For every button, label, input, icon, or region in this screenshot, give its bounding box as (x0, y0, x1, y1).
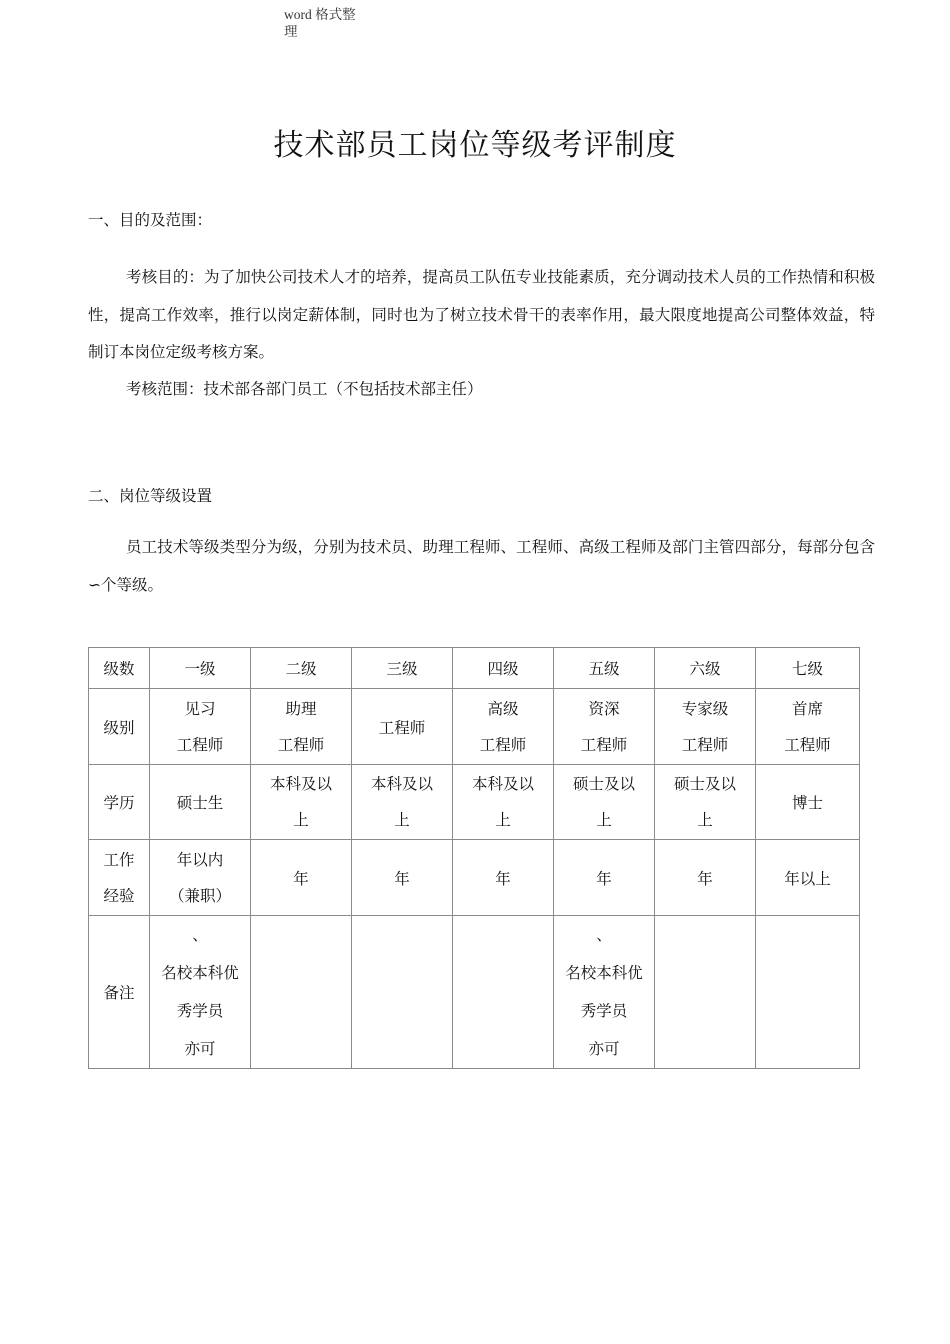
header-cell: 三级 (352, 648, 453, 689)
header-cell: 二级 (251, 648, 352, 689)
table-cell (554, 689, 655, 765)
cell-line: 硕士及以 (572, 775, 635, 793)
cell-line: 工程师 (277, 735, 325, 754)
row-label: 级别 (89, 689, 150, 765)
header-cell: 四级 (453, 648, 554, 689)
row-label (89, 840, 150, 916)
cell-line: 见习 (184, 699, 216, 718)
table-cell (251, 689, 352, 765)
cell-line: 本科及以 (471, 775, 534, 793)
cell-line: 、 (596, 926, 612, 944)
header-cell: 七级 (756, 648, 860, 689)
cell-line: 本科及以 (269, 775, 332, 793)
table-cell: 博士 (756, 765, 860, 840)
section1-heading: 一、目的及范围： (88, 211, 213, 229)
table-cell (655, 689, 756, 765)
cell-line: 上 (394, 811, 410, 829)
cell-line: 工程师 (176, 735, 224, 754)
header-cell: 一级 (150, 648, 251, 689)
purpose-paragraph: 考核目的：为了加快公司技术人才的培养，提高员工队伍专业技能素质，充分调动技术人员的工作热情和积极性，提高工作效率，推行以岗定薪体制，同时也为了树立技术骨干的表率作用，最大限度地提高公司整体效益，特制订本岗位定级考核方案。 (88, 268, 875, 361)
header-cell: 六级 (655, 648, 756, 689)
scope-paragraph: 考核范围：技术部各部门员工（不包括技术部主任） (126, 380, 483, 398)
cell-line: 工程师 (784, 735, 831, 754)
table-cell: 年以上 (756, 840, 860, 916)
row-label: 学历 (89, 765, 150, 840)
table-cell (150, 916, 251, 1069)
table-row-level (89, 689, 860, 765)
cell-line: 工作 (103, 850, 135, 869)
cell-line: 本科及以 (370, 775, 433, 793)
cell-line: 名校本科优 (161, 964, 239, 982)
header-line-2: 理 (284, 24, 298, 39)
table-cell-empty (352, 916, 453, 1069)
page-header (284, 6, 374, 40)
cell-line: 上 (495, 811, 511, 829)
table-row-experience (89, 840, 860, 916)
table-cell-empty (655, 916, 756, 1069)
table-cell (150, 689, 251, 765)
cell-line: 亦可 (588, 1040, 620, 1058)
header-cell: 五级 (554, 648, 655, 689)
cell-line: 硕士及以 (673, 775, 736, 793)
header-line-1: word 格式整 (284, 7, 356, 22)
table-cell: 工程师 (352, 689, 453, 765)
table-cell (554, 765, 655, 840)
document-title: 技术部员工岗位等级考评制度 (273, 128, 677, 163)
table-cell (756, 689, 860, 765)
cell-line: 名校本科优 (565, 964, 643, 982)
table-cell (453, 689, 554, 765)
cell-line: 首席 (791, 699, 823, 718)
table-cell (554, 916, 655, 1069)
cell-line: 秀学员 (176, 1002, 224, 1020)
cell-line: 亦可 (184, 1040, 216, 1058)
table-cell: 年 (554, 840, 655, 916)
cell-line: 上 (697, 811, 713, 829)
row-label: 备注 (89, 916, 150, 1069)
table-cell-empty (251, 916, 352, 1069)
cell-line: 资深 (588, 699, 620, 718)
table-cell (251, 765, 352, 840)
table-cell-empty (756, 916, 860, 1069)
cell-line: 助理 (285, 699, 317, 718)
cell-line: 工程师 (580, 735, 628, 754)
cell-line: 上 (293, 811, 309, 829)
table-cell (352, 765, 453, 840)
grade-intro-paragraph: 员工技术等级类型分为级，分别为技术员、助理工程师、工程师、高级工程师及部门主管四部分，每部分包含∽个等级。 (88, 538, 875, 594)
cell-line: 上 (596, 811, 612, 829)
table-cell (150, 840, 251, 916)
section2-heading: 二、岗位等级设置 (88, 487, 213, 505)
table-cell (453, 765, 554, 840)
table-row-education (89, 765, 860, 840)
table-cell: 年 (453, 840, 554, 916)
cell-line: 专家级 (681, 699, 729, 718)
table-cell-empty (453, 916, 554, 1069)
table-header-row (89, 648, 860, 689)
table-cell: 年 (352, 840, 453, 916)
table-cell: 硕士生 (150, 765, 251, 840)
cell-line: 工程师 (681, 735, 729, 754)
table-row-remarks (89, 916, 860, 1069)
table-cell (655, 765, 756, 840)
cell-line: 工程师 (479, 735, 527, 754)
cell-line: 高级 (487, 699, 519, 718)
table-cell: 年 (251, 840, 352, 916)
cell-line: （兼职） (168, 886, 231, 905)
cell-line: 经验 (103, 886, 135, 905)
cell-line: 秀学员 (580, 1002, 628, 1020)
cell-line: 、 (192, 926, 208, 944)
header-cell: 级数 (89, 648, 150, 689)
cell-line: 年以内 (176, 850, 224, 869)
table-cell: 年 (655, 840, 756, 916)
grade-table (88, 647, 860, 1069)
